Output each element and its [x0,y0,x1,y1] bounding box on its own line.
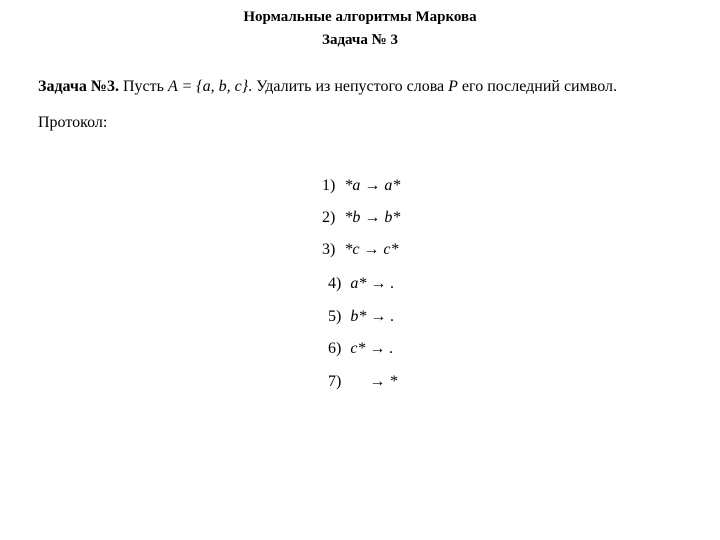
title-line-2: Задача № 3 [322,32,398,48]
rule-number: 7) [328,373,342,390]
rule-item [328,308,394,326]
protocol-label: Протокол: [38,114,108,131]
rule-number: 4) [328,275,342,292]
title-line-1: Нормальные алгоритмы Маркова [243,9,477,25]
rule-expression: c* → . [350,340,394,357]
problem-statement [38,78,617,96]
rule-expression: b* → . [350,308,395,325]
rule-expression: *b → b* [344,209,401,226]
document-title [0,6,720,52]
rule-number: 2) [322,209,336,226]
rule-item [322,241,399,259]
rule-item [322,177,400,195]
word-variable: P [448,78,458,95]
rule-expression: a* → . [350,275,395,292]
rule-expression: → * [369,373,398,390]
problem-text-1: Пусть [119,78,168,95]
problem-label: Задача №3. [38,78,119,95]
rule-number: 5) [328,308,342,325]
rule-item [328,340,393,358]
problem-text-2: . Удалить из непустого слова [248,78,449,95]
rule-expression: *a → a* [344,177,401,194]
rule-number: 3) [322,241,336,258]
rule-item [328,275,394,293]
rule-item [328,373,397,391]
alphabet-set: A = {a, b, c} [167,78,249,95]
rule-expression: *c → c* [344,241,399,258]
rule-number: 6) [328,340,342,357]
rule-item [322,209,400,227]
rule-number: 1) [322,177,336,194]
problem-text-3: его последний символ. [457,78,617,95]
